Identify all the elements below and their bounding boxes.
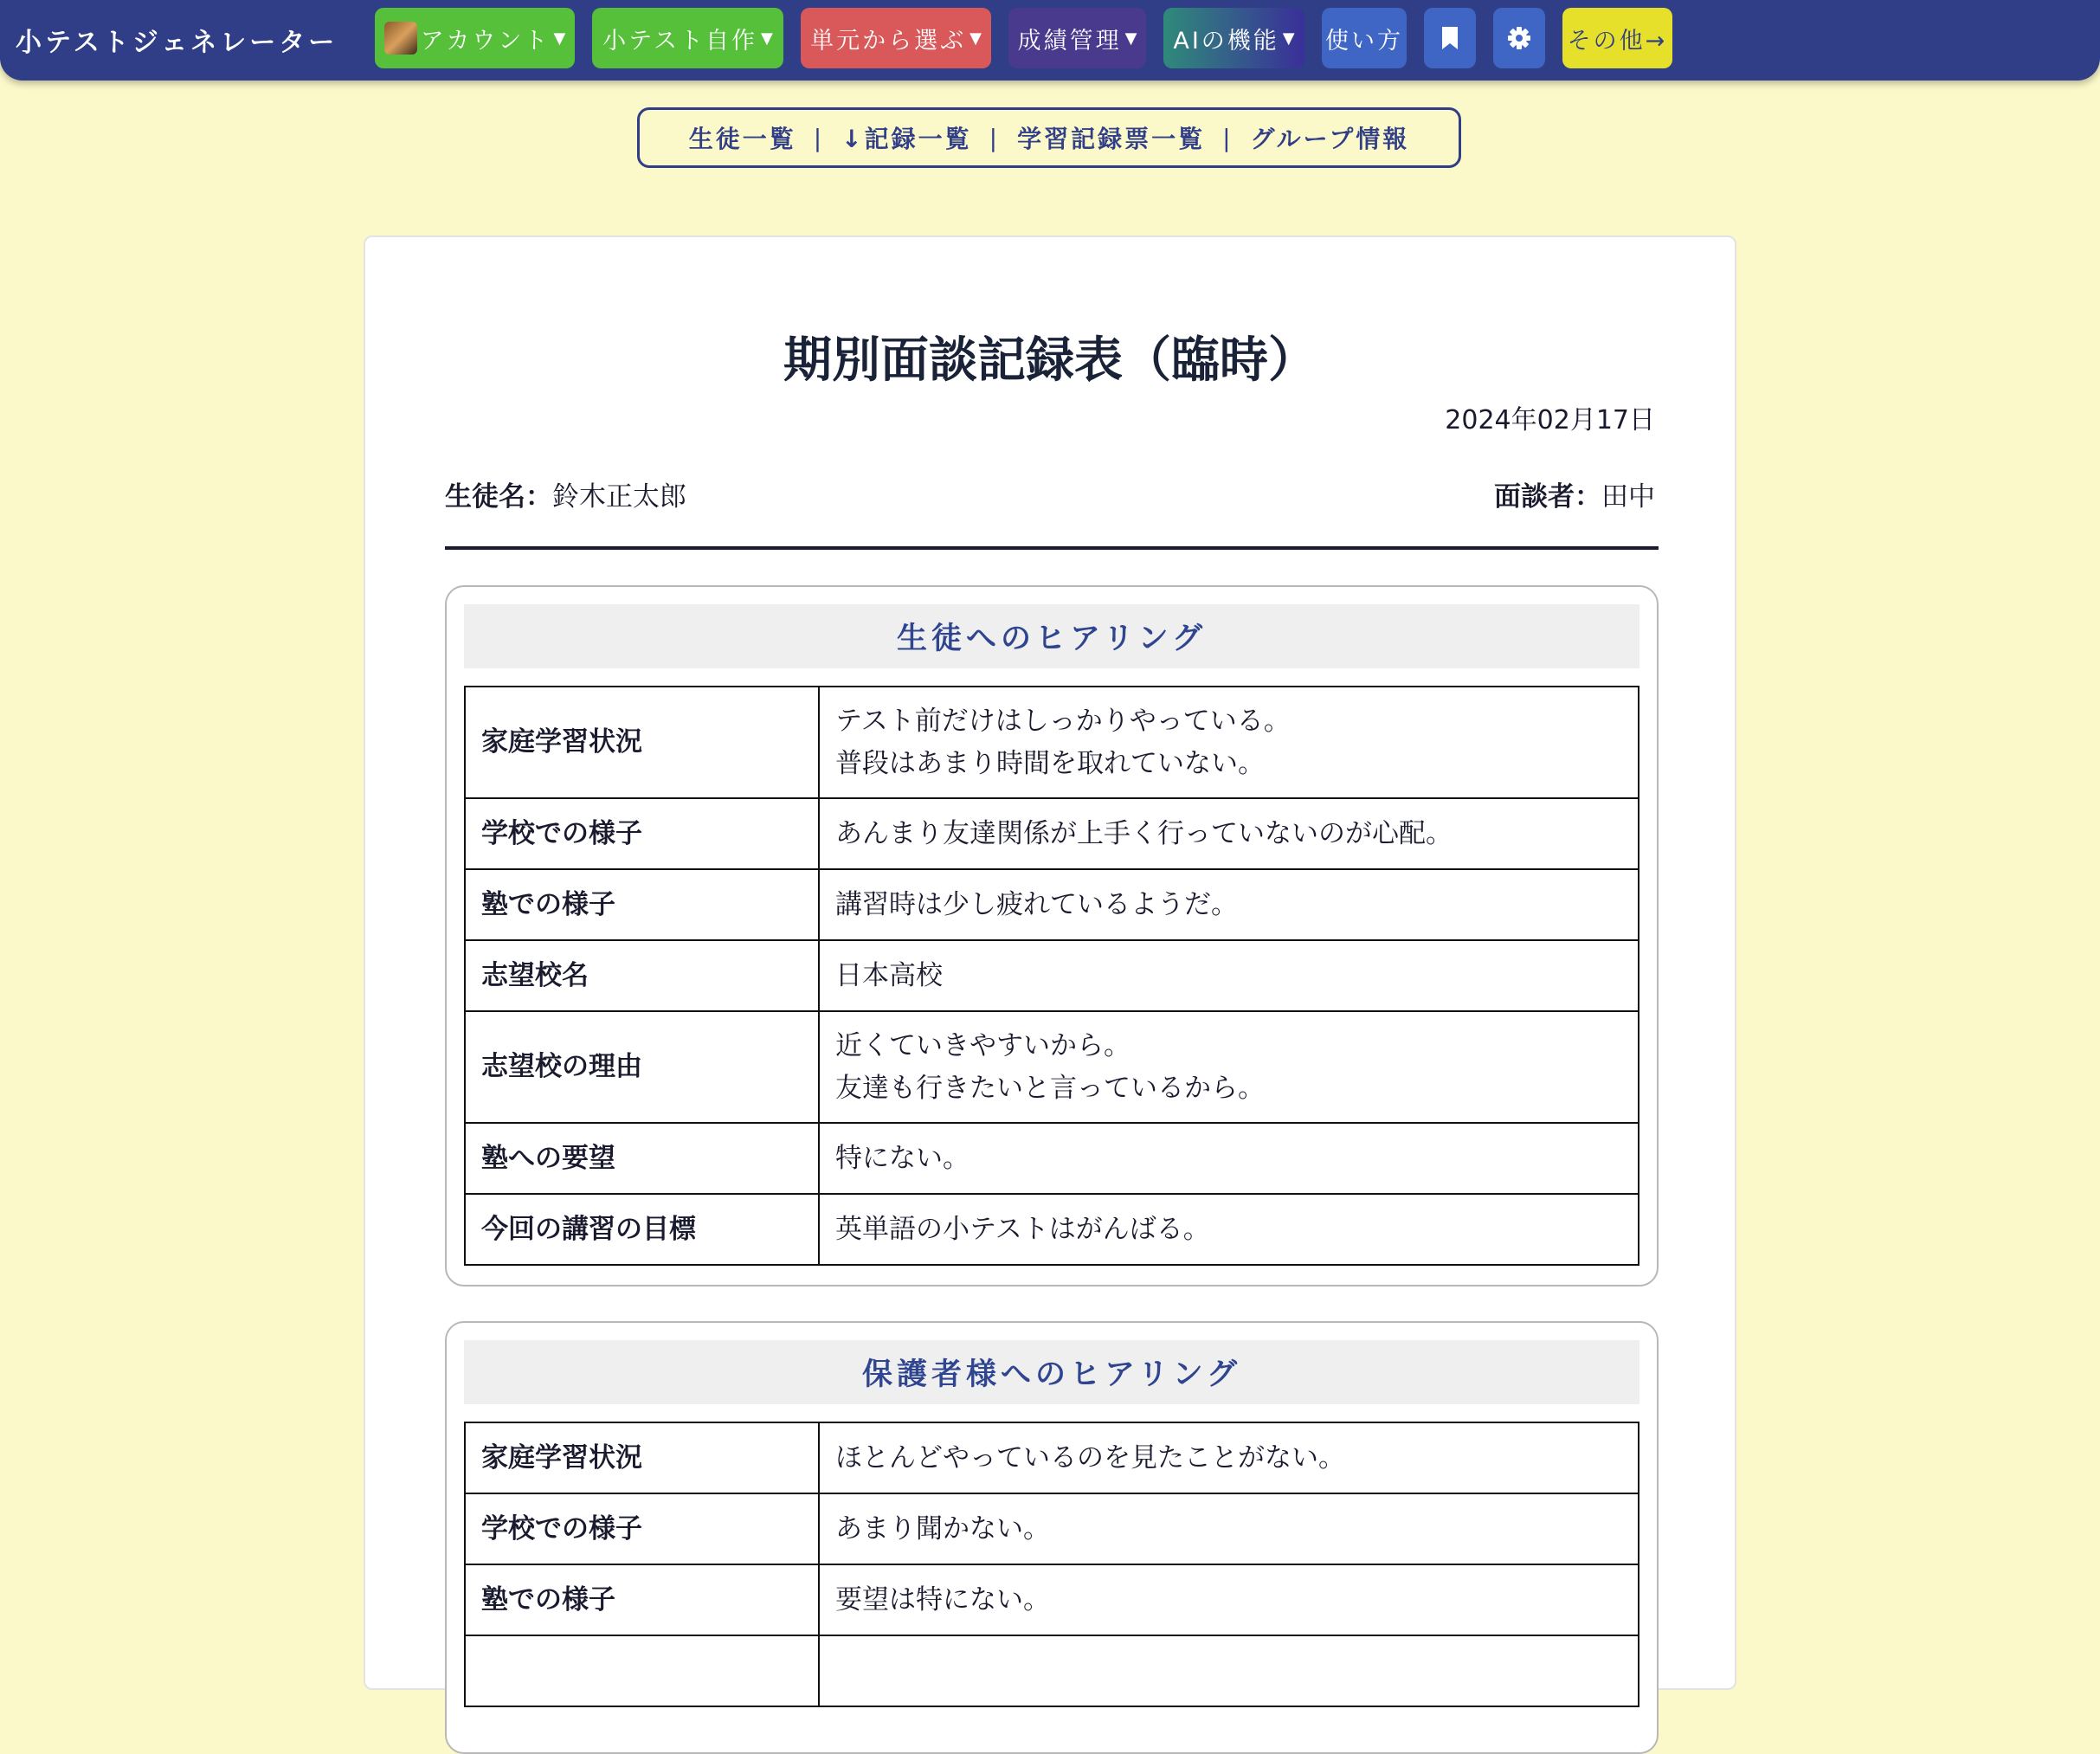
grade-management-menu-label: 成績管理 [1017,27,1122,55]
student-hearing-section [445,585,1659,1286]
parent-hearing-section [445,1321,1659,1754]
bookmark-icon [1440,26,1459,50]
table-row [465,798,1639,869]
ai-features-menu-label: AIの機能 [1173,27,1279,55]
caret-down-icon: ▼ [969,29,982,48]
header-divider [445,546,1659,550]
select-unit-menu-label: 単元から選ぶ [810,27,967,55]
row-answer: 講習時は少し疲れているようだ。 [819,869,1639,940]
row-label: 学校での様子 [465,798,819,869]
interview-record-card [364,235,1736,1690]
answer-line: 友達も行きたいと言っているから。 [835,1072,1265,1104]
table-row [465,1635,1639,1706]
table-row [465,940,1639,1011]
row-answer: あまり聞かない。 [819,1493,1639,1564]
parent-hearing-table [464,1422,1639,1707]
row-label: 家庭学習状況 [465,1422,819,1493]
how-to-use-button[interactable] [1322,8,1407,68]
section-title: 生徒へのヒアリング [464,604,1639,668]
subnav-group-info[interactable]: グループ情報 [1250,125,1410,153]
account-menu-label: アカウント [420,27,551,55]
row-answer [819,687,1639,798]
row-label [465,1635,819,1706]
caret-down-icon: ▼ [761,29,773,48]
row-label: 塾での様子 [465,1564,819,1635]
row-label: 今回の講習の目標 [465,1194,819,1265]
row-answer: 特にない。 [819,1123,1639,1194]
gear-icon [1507,26,1531,50]
student-name-label: 生徒名： [445,481,552,513]
subnav-separator: | [1222,123,1234,152]
table-row [465,1493,1639,1564]
row-answer [819,1011,1639,1123]
table-row [465,1011,1639,1123]
interviewer-field [1494,474,1655,513]
student-name-value: 鈴木正太郎 [552,481,686,513]
account-menu-button[interactable] [375,8,575,68]
row-answer: 要望は特にない。 [819,1564,1639,1635]
answer-line: テスト前だけはしっかりやっている。 [835,705,1291,737]
more-button[interactable] [1562,8,1672,68]
user-avatar [384,22,417,55]
settings-button[interactable] [1493,8,1545,68]
table-row [465,869,1639,940]
interviewer-value: 田中 [1601,481,1655,513]
sub-navigation [637,107,1461,168]
row-label: 志望校の理由 [465,1011,819,1123]
table-row [465,687,1639,798]
row-answer [819,1635,1639,1706]
row-label: 学校での様子 [465,1493,819,1564]
table-row [465,1123,1639,1194]
caret-down-icon: ▼ [553,29,566,48]
student-name-field [445,474,686,513]
subnav-separator: | [813,123,825,152]
subnav-separator: | [989,123,1001,152]
bookmark-button[interactable] [1424,8,1476,68]
caret-down-icon: ▼ [1124,29,1137,48]
select-unit-menu-button[interactable] [801,8,991,68]
interviewer-label: 面談者： [1494,481,1601,513]
section-title: 保護者様へのヒアリング [464,1340,1639,1404]
create-test-menu-button[interactable] [592,8,783,68]
subnav-student-list[interactable]: 生徒一覧 [688,125,796,153]
how-to-use-label: 使い方 [1325,27,1403,55]
row-answer: 英単語の小テストはがんばる。 [819,1194,1639,1265]
row-label: 志望校名 [465,940,819,1011]
record-date: 2024年02月17日 [1445,405,1655,435]
row-answer: ほとんどやっているのを見たことがない。 [819,1422,1639,1493]
answer-line: 近くていきやすいから。 [835,1029,1131,1061]
page-title: 期別面談記録表（臨時） [783,332,1317,389]
subnav-record-list[interactable]: ↓記録一覧 [841,125,972,153]
row-label: 塾への要望 [465,1123,819,1194]
table-row [465,1194,1639,1265]
app-brand[interactable]: 小テストジェネレーター [16,28,338,58]
row-label: 家庭学習状況 [465,687,819,798]
top-navbar [0,0,2100,81]
ai-features-menu-button[interactable] [1163,8,1304,68]
table-row [465,1422,1639,1493]
grade-management-menu-button[interactable] [1008,8,1146,68]
row-label: 塾での様子 [465,869,819,940]
more-label: その他→ [1567,27,1668,55]
row-answer: 日本高校 [819,940,1639,1011]
student-hearing-table [464,686,1639,1266]
answer-line: 普段はあまり時間を取れていない。 [835,747,1265,779]
create-test-menu-label: 小テスト自作 [602,27,758,55]
row-answer: あんまり友達関係が上手く行っていないのが心配。 [819,798,1639,869]
caret-down-icon: ▼ [1282,29,1295,48]
table-row [465,1564,1639,1635]
subnav-learning-record-list[interactable]: 学習記録票一覧 [1017,125,1206,153]
